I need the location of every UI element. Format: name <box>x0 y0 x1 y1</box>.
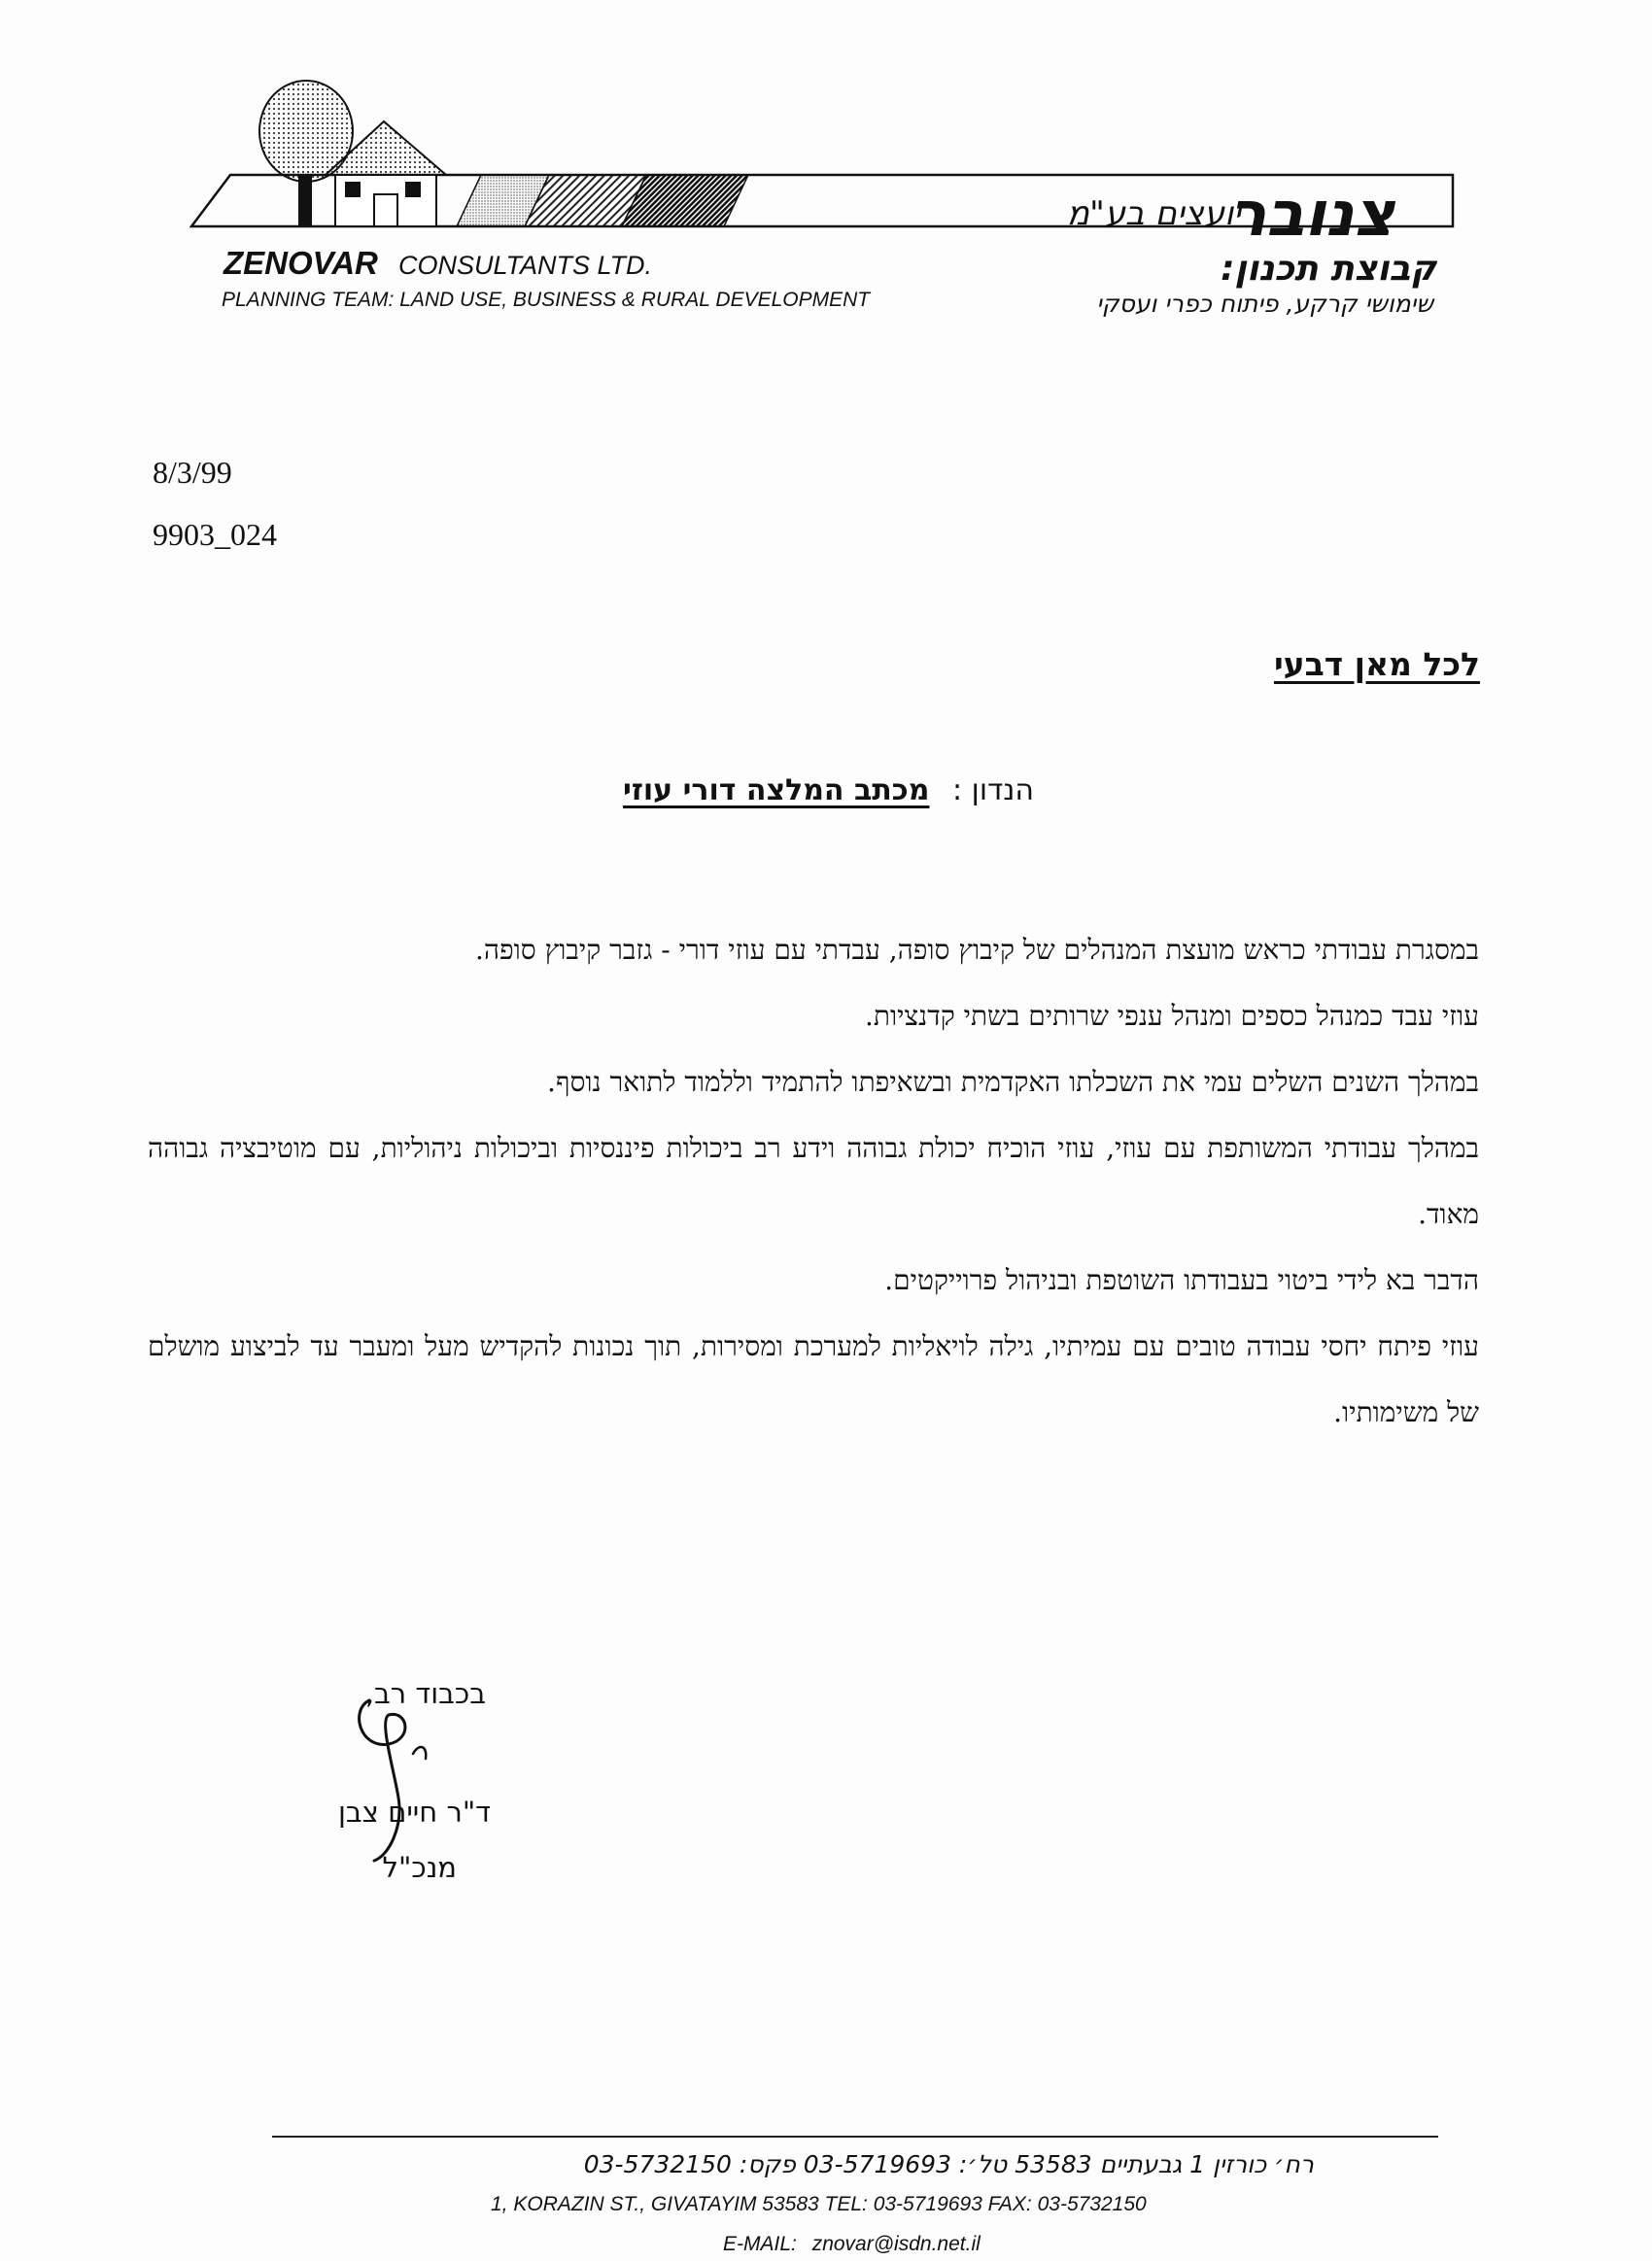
subject-text: מכתב המלצה דורי עוזי <box>623 773 930 807</box>
subject-line <box>623 773 1034 807</box>
letter-body <box>148 917 1479 1446</box>
body-paragraph: במהלך השנים השלים עמי את השכלתו האקדמית ובשאיפתו להתמיד וללמוד לתואר נוסף. <box>547 1066 1479 1098</box>
closing-salutation: בכבוד רב, <box>364 1677 486 1710</box>
signer-name: ד"ר חיים צבן <box>337 1796 491 1829</box>
body-paragraph: עוזי פיתח יחסי עבודה טובים עם עמיתיו, גילה לויאליות למערכת ומסירות, תוך נכונות להקדיש מעל ומעבר עד לביצוע מושלם של משימותיו. <box>148 1330 1479 1428</box>
body-paragraph: במסגרת עבודתי כראש מועצת המנהלים של קיבוץ סופה, עבדתי עם עוזי דורי - גזבר קיבוץ סופה. <box>474 934 1479 966</box>
brand-name-hebrew: צנובר <box>1228 179 1394 251</box>
email-label: E-MAIL: <box>723 2233 797 2255</box>
planning-team-hebrew: קבוצת תכנון: <box>1221 249 1436 289</box>
brand-name-english: ZENOVAR <box>224 245 378 281</box>
email-address: znovar@isdn.net.il <box>811 2233 981 2255</box>
letter-date: 8/3/99 <box>153 455 232 490</box>
footer-address-hebrew: רח׳ כורזין 1 גבעתיים 53583 טל׳: 03-5719693 פקס: 03-5732150 <box>583 2150 1314 2178</box>
footer-address-english: 1, KORAZIN ST., GIVATAYIM 53583 TEL: 03-5719693 FAX: 03-5732150 <box>491 2193 1147 2215</box>
planning-team-english: PLANNING TEAM: LAND USE, BUSINESS & RURAL DEVELOPMENT <box>222 289 871 311</box>
footer-email <box>723 2233 981 2256</box>
body-paragraph: הדבר בא לידי ביטוי בעבודתו השוטפת ובניהול פרוייקטים. <box>884 1264 1479 1296</box>
handwritten-signature <box>321 1691 486 1866</box>
reference-number: 9903_024 <box>153 517 277 552</box>
planning-team-hebrew-sub: שימושי קרקע, פיתוח כפרי ועסקי <box>1096 290 1433 318</box>
body-paragraph: עוזי עבד כמנהל כספים ומנהל ענפי שרותים בשתי קדנציות. <box>865 1000 1479 1032</box>
addressee: לכל מאן דבעי <box>1273 645 1480 683</box>
signer-title: מנכ"ל <box>382 1851 457 1884</box>
brand-suffix-english: CONSULTANTS LTD. <box>398 251 653 280</box>
footer-divider <box>272 2136 1438 2138</box>
brand-suffix-hebrew: יועצים בע"מ <box>1067 194 1241 233</box>
body-paragraph: במהלך עבודתי המשותפת עם עוזי, עוזי הוכיח יכולת גבוהה וידע רב ביכולות פיננסיות וביכולות ניהוליות, עם מוטיבציה גבוהה מאוד. <box>148 1132 1479 1230</box>
subject-label: הנדון : <box>952 773 1034 807</box>
